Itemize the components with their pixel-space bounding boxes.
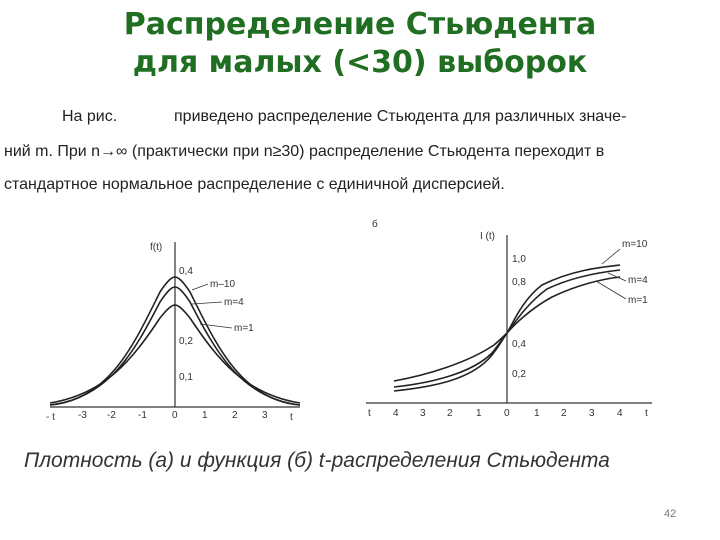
figure-b-ytick: 0,8 bbox=[512, 277, 526, 288]
figure-b-xtick: 0 bbox=[504, 408, 510, 419]
figure-b-ytick: 1,0 bbox=[512, 254, 526, 265]
figure-a-ylabel: f(t) bbox=[150, 242, 163, 253]
figure-b-x-ticks bbox=[393, 408, 623, 419]
figure-b-curve-label: m=10 bbox=[622, 239, 648, 250]
figure-b-curve-label: m=4 bbox=[628, 275, 648, 286]
figure-a-ytick: 0,4 bbox=[179, 266, 193, 277]
paragraph-line-1-start: На рис. bbox=[62, 108, 118, 125]
figure-b-leader bbox=[602, 249, 620, 264]
figure-a-xtick: 1 bbox=[202, 410, 208, 421]
figure-b-leader bbox=[608, 273, 626, 281]
figure-b-xtick: 2 bbox=[447, 408, 453, 419]
figure-a-leader bbox=[200, 324, 232, 328]
figure-a-curve-label: m=1 bbox=[234, 323, 254, 334]
figure-b-xtick: 1 bbox=[534, 408, 540, 419]
figure-b-xtick: 1 bbox=[476, 408, 482, 419]
figure-a-xtick: 2 bbox=[232, 410, 238, 421]
figure-a-y-ticks bbox=[179, 266, 193, 383]
figure-a-ytick: 0,2 bbox=[179, 336, 193, 347]
figure-b-xtick: 4 bbox=[393, 408, 399, 419]
figure-b-xtick: 3 bbox=[589, 408, 595, 419]
figure-a-xtick: -1 bbox=[138, 410, 147, 421]
figure-b-ylabel: I (t) bbox=[480, 231, 495, 242]
figure-a-xtick: -3 bbox=[78, 410, 87, 421]
figure-a-ytick: 0,1 bbox=[179, 372, 193, 383]
paragraph-line-2: ний m. При n→∞ (практически при n≥30) распределение Стьюдента переходит в bbox=[4, 143, 605, 160]
page-number: 42 bbox=[664, 508, 677, 520]
figure-a-curve-label: m=4 bbox=[224, 297, 244, 308]
figure-a-xtick: -2 bbox=[107, 410, 116, 421]
figure-caption: Плотность (а) и функция (б) t-распределения Стьюдента bbox=[24, 449, 610, 472]
paragraph-line-1-rest: приведено распределение Стьюдента для различных значе- bbox=[174, 108, 627, 125]
figure-b-leader bbox=[596, 281, 626, 299]
figure-a-x-ticks bbox=[78, 410, 268, 421]
figure-b-ytick: 0,2 bbox=[512, 369, 526, 380]
slide-title bbox=[0, 6, 720, 82]
figure-b-ytick: 0,4 bbox=[512, 339, 526, 350]
figure-b-xlabel: t bbox=[645, 408, 648, 419]
figure-a-xtick: 0 bbox=[172, 410, 178, 421]
figure-b-curve-label: m=1 bbox=[628, 295, 648, 306]
title-line-1: Распределение Стьюдента bbox=[123, 7, 597, 42]
figure-a-xneg-label: - t bbox=[46, 412, 55, 423]
figure-a-leader bbox=[192, 284, 208, 290]
figure-b-xtick: 4 bbox=[617, 408, 623, 419]
figure-b-xneg-label: t bbox=[368, 408, 371, 419]
figure-b-cdf bbox=[362, 215, 662, 430]
figure-b-xtick: 2 bbox=[561, 408, 567, 419]
figure-b-panel-letter: б bbox=[372, 219, 378, 230]
figure-a-leader bbox=[192, 302, 222, 304]
paragraph-line-3: стандартное нормальное распределение с единичной дисперсией. bbox=[4, 176, 505, 193]
figure-a-xlabel: t bbox=[290, 412, 293, 423]
figure-a-curve-label: m–10 bbox=[210, 279, 236, 290]
figure-a-density bbox=[40, 232, 310, 432]
title-line-2: для малых (<30) выборок bbox=[132, 45, 588, 80]
figure-a-xtick: 3 bbox=[262, 410, 268, 421]
figure-b-xtick: 3 bbox=[420, 408, 426, 419]
